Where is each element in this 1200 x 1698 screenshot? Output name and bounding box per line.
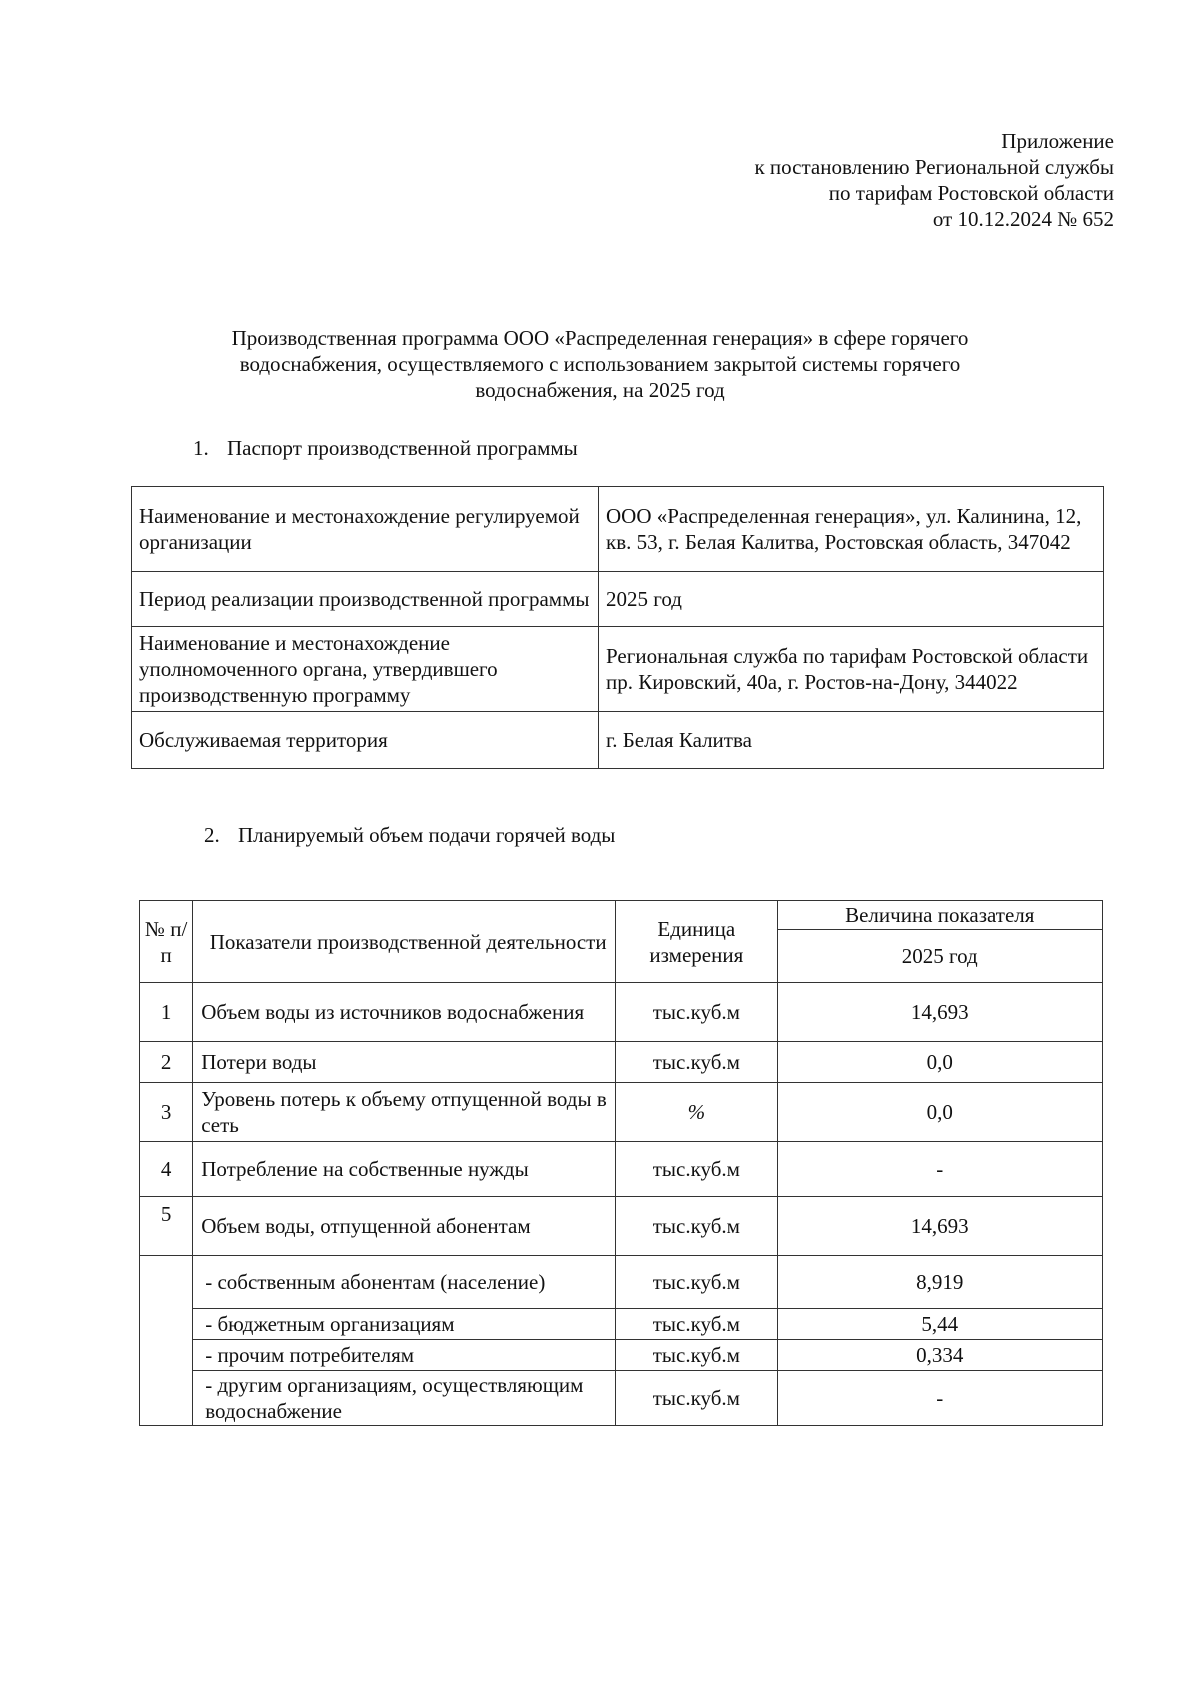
row-num: 4 bbox=[140, 1142, 193, 1197]
table-row bbox=[132, 572, 1104, 627]
subrow-indicator: - бюджетным организациям bbox=[193, 1309, 616, 1340]
hot-water-volume-table bbox=[139, 900, 1103, 1426]
table-row bbox=[132, 712, 1104, 769]
row-value: 0,0 bbox=[777, 1042, 1102, 1083]
section-number: 2. bbox=[204, 823, 220, 847]
table-header-row bbox=[140, 901, 1103, 930]
passport-value bbox=[599, 627, 1104, 712]
table-row bbox=[140, 1042, 1103, 1083]
title-line: водоснабжения, на 2025 год bbox=[475, 378, 725, 402]
row-unit: тыс.куб.м bbox=[616, 1142, 777, 1197]
passport-value: ООО «Распределенная генерация», ул. Калинина, 12, кв. 53, г. Белая Калитва, Ростовская область, 347042 bbox=[599, 487, 1104, 572]
row-value: 0,0 bbox=[777, 1083, 1102, 1142]
section-title: Паспорт производственной программы bbox=[227, 436, 578, 460]
table-row bbox=[132, 627, 1104, 712]
row-value: 14,693 bbox=[777, 983, 1102, 1042]
row-unit: тыс.куб.м bbox=[616, 983, 777, 1042]
row-indicator: Потребление на собственные нужды bbox=[193, 1142, 616, 1197]
passport-label: Обслуживаемая территория bbox=[132, 712, 599, 769]
row-num-empty bbox=[140, 1256, 193, 1426]
subrow-value: 8,919 bbox=[777, 1256, 1102, 1309]
subrow-unit: тыс.куб.м bbox=[616, 1371, 777, 1426]
subrow-value: 5,44 bbox=[777, 1309, 1102, 1340]
title-line: Производственная программа ООО «Распределенная генерация» в сфере горячего bbox=[231, 326, 969, 350]
table-row bbox=[140, 1142, 1103, 1197]
subrow-indicator: - прочим потребителям bbox=[193, 1340, 616, 1371]
row-num: 3 bbox=[140, 1083, 193, 1142]
row-indicator: Уровень потерь к объему отпущенной воды в сеть bbox=[193, 1083, 616, 1142]
table-row bbox=[140, 1197, 1103, 1256]
section-2-heading bbox=[204, 822, 615, 848]
row-value: 14,693 bbox=[777, 1197, 1102, 1256]
approval-block bbox=[754, 128, 1114, 232]
passport-table bbox=[131, 486, 1104, 769]
passport-value: г. Белая Калитва bbox=[599, 712, 1104, 769]
row-indicator: Потери воды bbox=[193, 1042, 616, 1083]
header-indicator: Показатели производственной деятельности bbox=[193, 901, 616, 983]
table-row bbox=[140, 1083, 1103, 1142]
table-row bbox=[132, 487, 1104, 572]
passport-value: 2025 год bbox=[599, 572, 1104, 627]
table-subrow bbox=[140, 1371, 1103, 1426]
passport-value-line: Региональная служба по тарифам Ростовской области bbox=[606, 644, 1089, 668]
subrow-indicator: - собственным абонентам (население) bbox=[193, 1256, 616, 1309]
row-indicator: Объем воды, отпущенной абонентам bbox=[193, 1197, 616, 1256]
approval-date-number: от 10.12.2024 № 652 bbox=[932, 207, 1114, 231]
row-num: 1 bbox=[140, 983, 193, 1042]
header-num: № п/п bbox=[140, 901, 193, 983]
approval-line: к постановлению Региональной службы bbox=[754, 155, 1114, 179]
table-row bbox=[140, 983, 1103, 1042]
header-value-group: Величина показателя bbox=[777, 901, 1102, 930]
subrow-value: - bbox=[777, 1371, 1102, 1426]
passport-label: Наименование и местонахождение уполномоченного органа, утвердившего производственную программу bbox=[132, 627, 599, 712]
row-value: - bbox=[777, 1142, 1102, 1197]
row-unit: % bbox=[616, 1083, 777, 1142]
document-title bbox=[150, 325, 1050, 403]
title-line: водоснабжения, осуществляемого с использованием закрытой системы горячего bbox=[239, 352, 961, 376]
subrow-unit: тыс.куб.м bbox=[616, 1256, 777, 1309]
subrow-unit: тыс.куб.м bbox=[616, 1309, 777, 1340]
subrow-value: 0,334 bbox=[777, 1340, 1102, 1371]
table-subrow bbox=[140, 1309, 1103, 1340]
section-number: 1. bbox=[193, 436, 209, 460]
row-indicator: Объем воды из источников водоснабжения bbox=[193, 983, 616, 1042]
table-subrow bbox=[140, 1256, 1103, 1309]
section-1-heading bbox=[193, 435, 578, 461]
subrow-indicator: - другим организациям, осуществляющим водоснабжение bbox=[193, 1371, 616, 1426]
row-num: 2 bbox=[140, 1042, 193, 1083]
row-num: 5 bbox=[140, 1197, 193, 1256]
passport-value-line: пр. Кировский, 40а, г. Ростов-на-Дону, 344022 bbox=[606, 670, 1018, 694]
section-title: Планируемый объем подачи горячей воды bbox=[238, 823, 616, 847]
passport-label: Период реализации производственной программы bbox=[132, 572, 599, 627]
passport-label: Наименование и местонахождение регулируемой организации bbox=[132, 487, 599, 572]
table-subrow bbox=[140, 1340, 1103, 1371]
row-unit: тыс.куб.м bbox=[616, 1042, 777, 1083]
approval-line: по тарифам Ростовской области bbox=[828, 181, 1114, 205]
header-year: 2025 год bbox=[777, 930, 1102, 983]
subrow-unit: тыс.куб.м bbox=[616, 1340, 777, 1371]
approval-line: Приложение bbox=[1001, 129, 1114, 153]
header-unit: Единица измерения bbox=[616, 901, 777, 983]
row-unit: тыс.куб.м bbox=[616, 1197, 777, 1256]
